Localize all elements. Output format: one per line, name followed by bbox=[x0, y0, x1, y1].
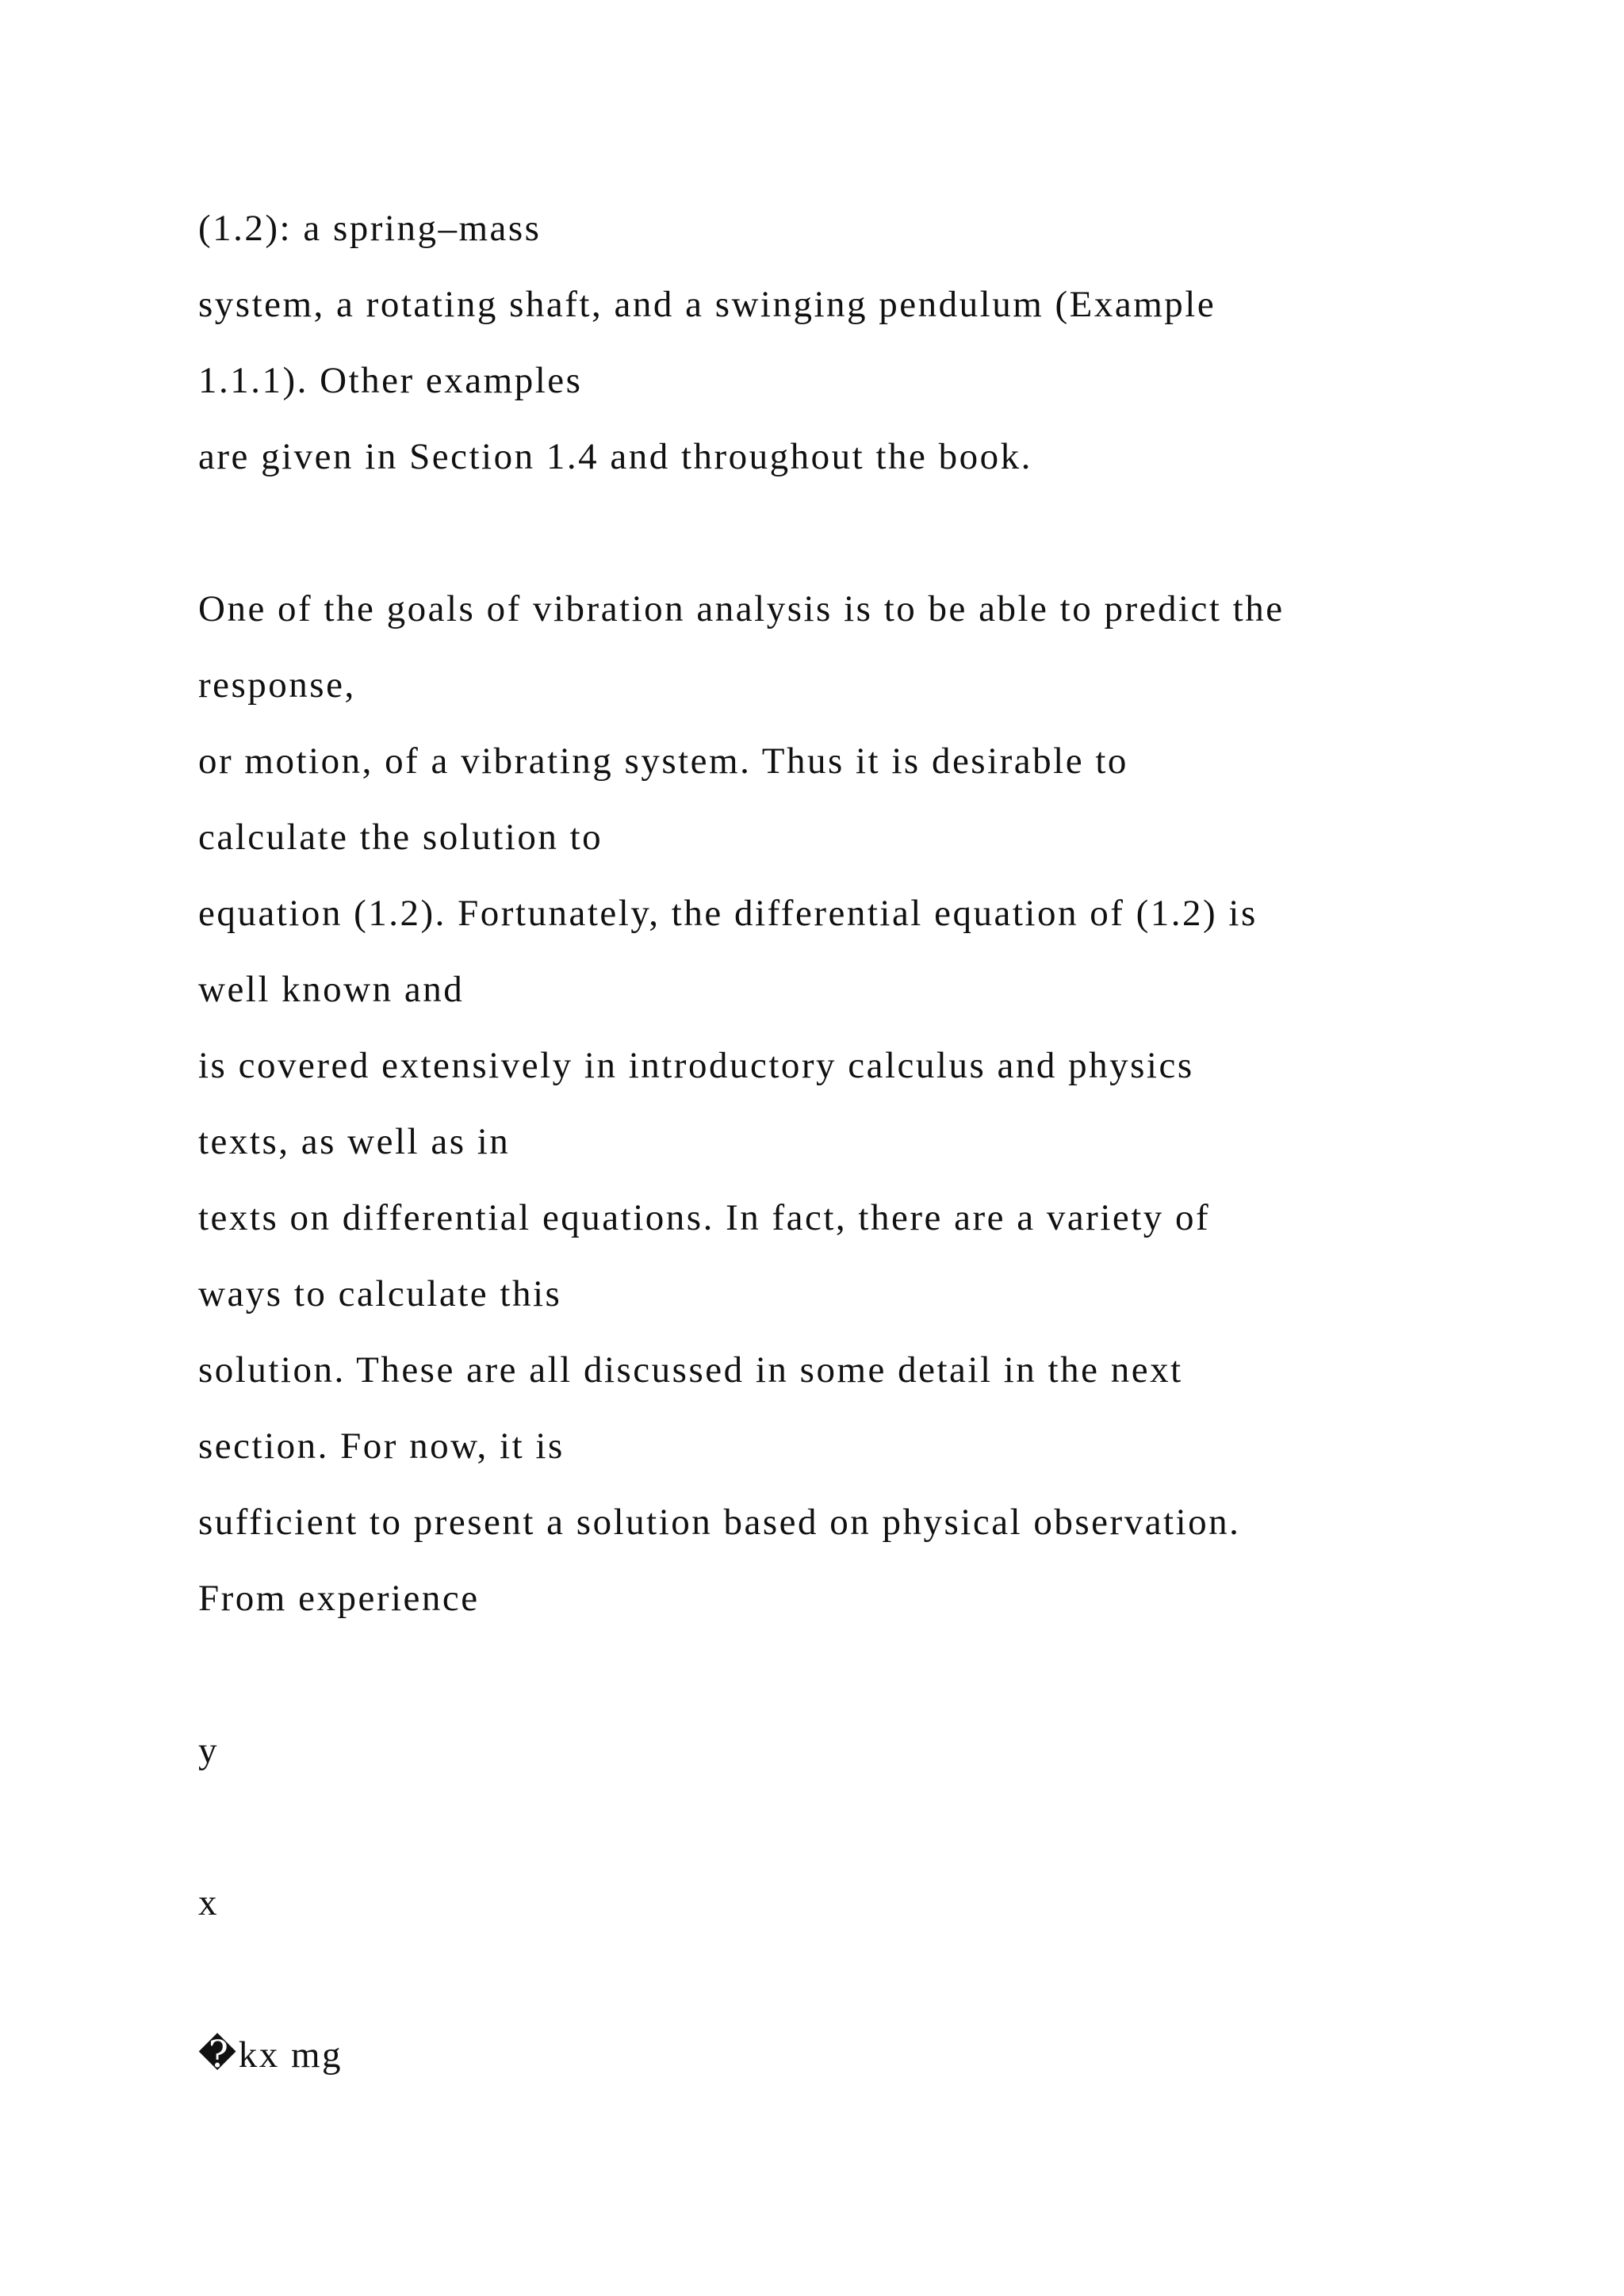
y-label: y bbox=[198, 1730, 219, 1771]
text-line: equation (1.2). Fortunately, the differential equation of (1.2) is bbox=[198, 893, 1258, 934]
text-line: From experience bbox=[198, 1578, 480, 1619]
paragraph-1 bbox=[198, 190, 1546, 495]
text-line: (1.2): a spring–mass bbox=[198, 208, 542, 249]
text-line: 1.1.1). Other examples bbox=[198, 360, 583, 401]
text-line: calculate the solution to bbox=[198, 817, 603, 858]
fragment-gap bbox=[198, 1789, 1546, 1865]
text-line: or motion, of a vibrating system. Thus it is desirable to bbox=[198, 740, 1128, 782]
text-line: system, a rotating shaft, and a swinging pendulum (Example bbox=[198, 284, 1216, 325]
text-line: is covered extensively in introductory calculus and physics bbox=[198, 1045, 1194, 1086]
text-line: section. For now, it is bbox=[198, 1425, 565, 1467]
paragraph-2 bbox=[198, 571, 1546, 1636]
x-label: x bbox=[198, 1882, 219, 1923]
text-line: are given in Section 1.4 and throughout the book. bbox=[198, 436, 1032, 477]
document-page bbox=[198, 190, 1546, 2093]
text-line: solution. These are all discussed in some detail in the next bbox=[198, 1349, 1183, 1391]
force-label: �kx mg bbox=[198, 2034, 343, 2076]
text-line: sufficient to present a solution based on physical observation. bbox=[198, 1502, 1241, 1543]
text-line: texts on differential equations. In fact, there are a variety of bbox=[198, 1197, 1211, 1238]
text-line: well known and bbox=[198, 969, 465, 1010]
text-line: ways to calculate this bbox=[198, 1273, 562, 1314]
paragraph-gap bbox=[198, 495, 1546, 571]
text-line: response, bbox=[198, 664, 356, 706]
text-line: texts, as well as in bbox=[198, 1121, 511, 1162]
fragment-gap bbox=[198, 1941, 1546, 2017]
fragment-gap bbox=[198, 1636, 1546, 1712]
text-line: One of the goals of vibration analysis is to be able to predict the bbox=[198, 588, 1285, 629]
